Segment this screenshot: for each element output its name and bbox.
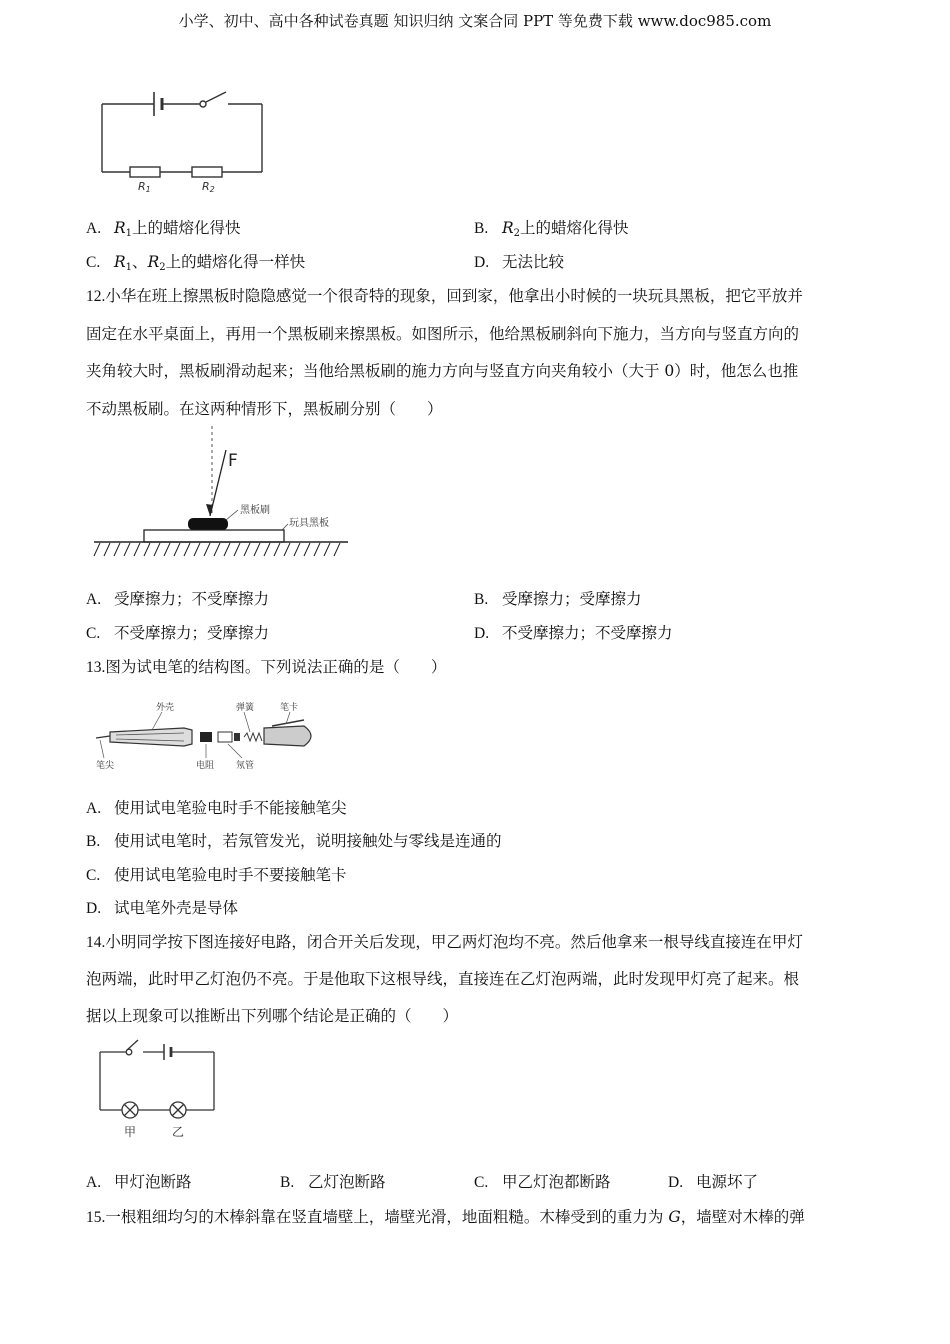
r2-label: R2	[202, 180, 215, 194]
q12-stem-line-3: 夹角较大时，黑板刷滑动起来；当他给黑板刷的施力方向与竖直方向夹角较小（大于 0）时，他怎么也推	[86, 362, 799, 380]
q11-option-a[interactable]: A. $R_1$上的蜡熔化得快	[86, 219, 241, 239]
tip-label: 笔尖	[96, 761, 115, 771]
lamp-yi-label: 乙	[172, 1125, 185, 1139]
q12-stem-line-1: 12.小华在班上擦黑板时隐隐感觉一个很奇特的现象，回到家，他拿出小时候的一块玩具黑板，把它平放并	[86, 287, 803, 305]
q14-option-c[interactable]: C. 甲乙灯泡都断路	[474, 1173, 611, 1191]
test-pen-structure-diagram	[92, 698, 324, 774]
q13-option-a[interactable]: A. 使用试电笔验电时手不能接触笔尖	[86, 799, 347, 817]
q14-stem-line-3: 据以上现象可以推断出下列哪个结论是正确的（ ）	[86, 1007, 459, 1025]
q14-option-d[interactable]: D. 电源坏了	[668, 1173, 759, 1191]
brush-label: 黑板刷	[240, 505, 270, 516]
page-header: 小学、初中、高中各种试卷真题 知识归纳 文案合同 PPT 等免费下载 www.doc985.com	[178, 12, 772, 30]
q13-option-c[interactable]: C. 使用试电笔验电时手不要接触笔卡	[86, 866, 347, 884]
board-label: 玩具黑板	[289, 518, 329, 529]
q12-option-b[interactable]: B. 受摩擦力；受摩擦力	[474, 590, 642, 608]
q11-option-d[interactable]: D. 无法比较	[474, 253, 565, 271]
q12-stem-line-4: 不动黑板刷。在这两种情形下，黑板刷分别（ ）	[86, 400, 443, 418]
q14-option-b[interactable]: B. 乙灯泡断路	[280, 1173, 386, 1191]
q12-option-a[interactable]: A. 受摩擦力；不受摩擦力	[86, 590, 270, 608]
lamp-jia-label: 甲	[124, 1125, 137, 1139]
force-label: F	[228, 451, 238, 471]
q11-option-c[interactable]: C. $R_1$、$R_2$上的蜡熔化得一样快	[86, 253, 306, 273]
q13-option-d[interactable]: D. 试电笔外壳是导体	[86, 899, 239, 917]
q15-stem: 15.一根粗细均匀的木棒斜靠在竖直墙壁上，墙壁光滑，地面粗糙。木棒受到的重力为 G，墙壁对木棒的弹	[86, 1208, 805, 1226]
two-lamp-series-circuit-diagram	[94, 1036, 220, 1140]
q12-option-d[interactable]: D. 不受摩擦力；不受摩擦力	[474, 624, 673, 642]
resistor-label: 电阻	[196, 761, 215, 771]
q11-option-b[interactable]: B. $R_2$上的蜡熔化得快	[474, 219, 629, 239]
clip-label: 笔卡	[280, 703, 299, 713]
q12-stem-line-2: 固定在水平桌面上，再用一个黑板刷来擦黑板。如图所示，他给黑板刷斜向下施力，当方向与竖直方向的	[86, 325, 800, 343]
series-resistor-circuit-diagram	[96, 86, 268, 194]
neon-label: 氖管	[236, 761, 255, 771]
q12-option-c[interactable]: C. 不受摩擦力；受摩擦力	[86, 624, 270, 642]
spring-label: 弹簧	[236, 703, 255, 713]
r1-label: R1	[138, 180, 151, 194]
q13-stem: 13.图为试电笔的结构图。下列说法正确的是（ ）	[86, 658, 447, 676]
q14-stem-line-1: 14.小明同学按下图连接好电路，闭合开关后发现，甲乙两灯泡均不亮。然后他拿来一根导线直接连在甲灯	[86, 933, 803, 951]
shell-label: 外壳	[156, 703, 175, 713]
q14-option-a[interactable]: A. 甲灯泡断路	[86, 1173, 192, 1191]
blackboard-brush-diagram	[92, 426, 354, 562]
q14-stem-line-2: 泡两端，此时甲乙灯泡仍不亮。于是他取下这根导线，直接连在乙灯泡两端，此时发现甲灯亮了起来。根	[86, 970, 800, 988]
q13-option-b[interactable]: B. 使用试电笔时，若氖管发光，说明接触处与零线是连通的	[86, 832, 502, 850]
